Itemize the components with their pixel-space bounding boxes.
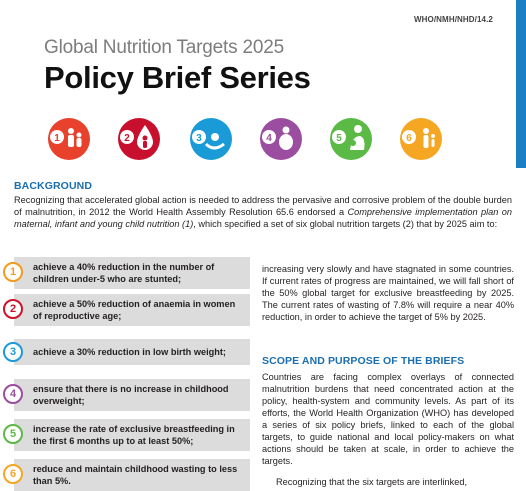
- page-title: Policy Brief Series: [44, 60, 311, 95]
- list-item: [0, 339, 250, 365]
- svg-text:3: 3: [196, 133, 202, 144]
- target-text: achieve a 50% reduction of anaemia in women of reproductive age;: [33, 299, 236, 321]
- right-paragraph-1: increasing very slowly and have stagnated in some countries. If current rates of progress are maintained, we will fall short of the 50% global target for exclusive breastfeeding by 2025. The current rates of wasting of 7.8% will require a near 40% reduction, in order to achieve the target of 5% by 2025.: [262, 264, 514, 322]
- overweight-icon: [258, 116, 304, 162]
- target-text: ensure that there is no increase in childhood overweight;: [33, 384, 229, 406]
- list-item: [0, 419, 250, 451]
- low-birth-weight-icon: [188, 116, 234, 162]
- target-number-badge: 1: [3, 262, 23, 282]
- target-text: achieve a 40% reduction in the number of children under-5 who are stunted;: [33, 262, 215, 284]
- target-number-badge: 3: [3, 342, 23, 362]
- svg-text:4: 4: [266, 133, 272, 144]
- list-item: [0, 459, 250, 491]
- anaemia-icon: [116, 116, 162, 162]
- svg-text:5: 5: [336, 133, 342, 144]
- background-heading: BACKGROUND: [14, 180, 92, 192]
- target-text: reduce and maintain childhood wasting to less than 5%.: [33, 464, 238, 486]
- document-number: WHO/NMH/NHD/14.2: [414, 15, 493, 24]
- list-item: [0, 379, 250, 411]
- right-paragraph-2: Countries are facing complex overlays of connected malnutrition burdens that need concentrated action at the policy, health-system and community levels. As part of its efforts, the World Health Organization (WHO) has developed a series of six policy briefs, linked to each of the global targets, to guide national and local policy-makers on what actions should be taken at scale, in order to achieve the targets.: [262, 372, 514, 466]
- target-number-badge: 4: [3, 384, 23, 404]
- scope-heading: SCOPE AND PURPOSE OF THE BRIEFS: [262, 355, 465, 367]
- svg-text:1: 1: [54, 133, 60, 144]
- stunting-icon: [46, 116, 92, 162]
- target-number-badge: 5: [3, 424, 23, 444]
- list-item: [0, 294, 250, 326]
- target-text: increase the rate of exclusive breastfeeding in the first 6 months up to at least 50%;: [33, 424, 235, 446]
- breastfeeding-icon: [328, 116, 374, 162]
- svg-text:6: 6: [406, 133, 412, 144]
- target-number-badge: 2: [3, 299, 23, 319]
- background-paragraph: Recognizing that accelerated global action is needed to address the pervasive and corrosive problem of the double burden of malnutrition, in 2012 the World Health Assembly Resolution 65.6 endorsed a Comprehensive implementation plan on maternal, infant and young child nutrition (1), which specified a set of six global nutrition targets (2) that by 2025 aim to:: [14, 195, 512, 229]
- wasting-icon: [398, 116, 444, 162]
- svg-text:2: 2: [124, 133, 130, 144]
- series-title: Global Nutrition Targets 2025: [44, 37, 284, 58]
- target-number-badge: 6: [3, 464, 23, 484]
- target-text: achieve a 30% reduction in low birth weight;: [33, 347, 226, 357]
- target-icon-row: [0, 116, 526, 166]
- right-paragraph-3: Recognizing that the six targets are interlinked,: [276, 477, 467, 487]
- list-item: [0, 257, 250, 289]
